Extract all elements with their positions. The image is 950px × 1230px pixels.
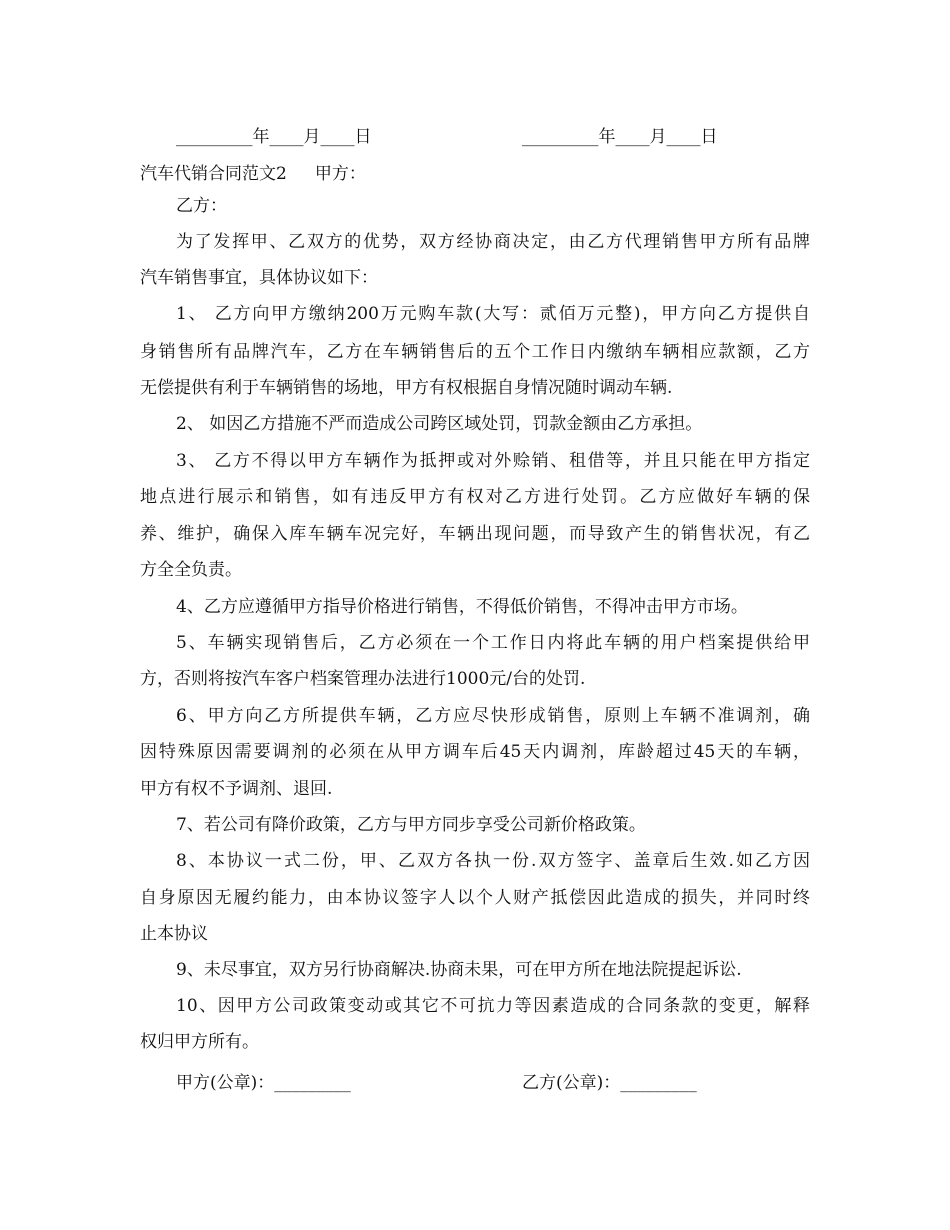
clause-5-line: 方，否则将按汽车客户档案管理办法进行1000元/台的处罚. (140, 669, 586, 689)
clause-8-line: 自身原因无履约能力，由本协议签字人以个人财产抵偿因此造成的损失，并同时终 (140, 888, 810, 908)
intro-line: 汽车销售事宜，具体协议如下： (140, 268, 378, 288)
party-b-label: 乙方： (176, 196, 227, 216)
clause-3-line: 地点进行展示和销售，如有违反甲方有权对乙方进行处罚。乙方应做好车辆的保 (140, 487, 810, 507)
party-a-signature: 甲方(公章)：_________ (176, 1073, 351, 1093)
title-row (140, 159, 366, 184)
date-blank-right: _________年____月____日 (522, 127, 718, 147)
intro-line: 为了发挥甲、乙双方的优势，双方经协商决定，由乙方代理销售甲方所有品牌 (176, 232, 810, 252)
clause-1-line: 身销售所有品牌汽车，乙方在车辆销售后的五个工作日内缴纳车辆相应款额，乙方 (140, 342, 810, 362)
clause-3-line: 养、维护，确保入库车辆车况完好，车辆出现问题，而导致产生的销售状况，有乙 (140, 524, 810, 544)
clause-8-line: 8、本协议一式二份，甲、乙双方各执一份.双方签字、盖章后生效.如乙方因 (176, 851, 810, 871)
clause-8-line: 止本协议 (140, 924, 208, 944)
clause-3-line: 3、 乙方不得以甲方车辆作为抵押或对外赊销、租借等，并且只能在甲方指定 (176, 451, 810, 471)
clause-3-line: 方全全负责。 (140, 560, 242, 580)
clause-1-line: 无偿提供有利于车辆销售的场地，甲方有权根据自身情况随时调动车辆. (140, 378, 673, 398)
document-title: 汽车代销合同范文2 (140, 164, 287, 184)
clause-5-line: 5、车辆实现销售后，乙方必须在一个工作日内将此车辆的用户档案提供给甲 (176, 633, 810, 653)
clause-10-line: 10、因甲方公司政策变动或其它不可抗力等因素造成的合同条款的变更，解释 (176, 996, 810, 1016)
clause-10-line: 权归甲方所有。 (140, 1032, 259, 1052)
clause-9-line: 9、未尽事宜，双方另行协商解决.协商未果，可在甲方所在地法院提起诉讼. (176, 960, 742, 980)
clause-7-line: 7、若公司有降价政策，乙方与甲方同步享受公司新价格政策。 (176, 815, 646, 835)
clause-4-line: 4、乙方应遵循甲方指导价格进行销售，不得低价销售，不得冲击甲方市场。 (176, 597, 748, 617)
clause-1-line: 1、 乙方向甲方缴纳200万元购车款(大写：贰佰万元整)，甲方向乙方提供自 (176, 304, 810, 324)
party-a-label: 甲方： (314, 164, 366, 184)
clause-6-line: 甲方有权不予调剂、退回. (140, 779, 333, 799)
clause-2-line: 2、 如因乙方措施不严而造成公司跨区域处罚，罚款金额由乙方承担。 (176, 414, 703, 434)
clause-6-line: 因特殊原因需要调剂的必须在从甲方调车后45天内调剂，库龄超过45天的车辆， (140, 742, 810, 762)
date-blank-left: _________年____月____日 (176, 127, 372, 147)
clause-6-line: 6、甲方向乙方所提供车辆，乙方应尽快形成销售，原则上车辆不准调剂，确 (176, 706, 810, 726)
party-b-signature: 乙方(公章)：_________ (522, 1073, 697, 1093)
